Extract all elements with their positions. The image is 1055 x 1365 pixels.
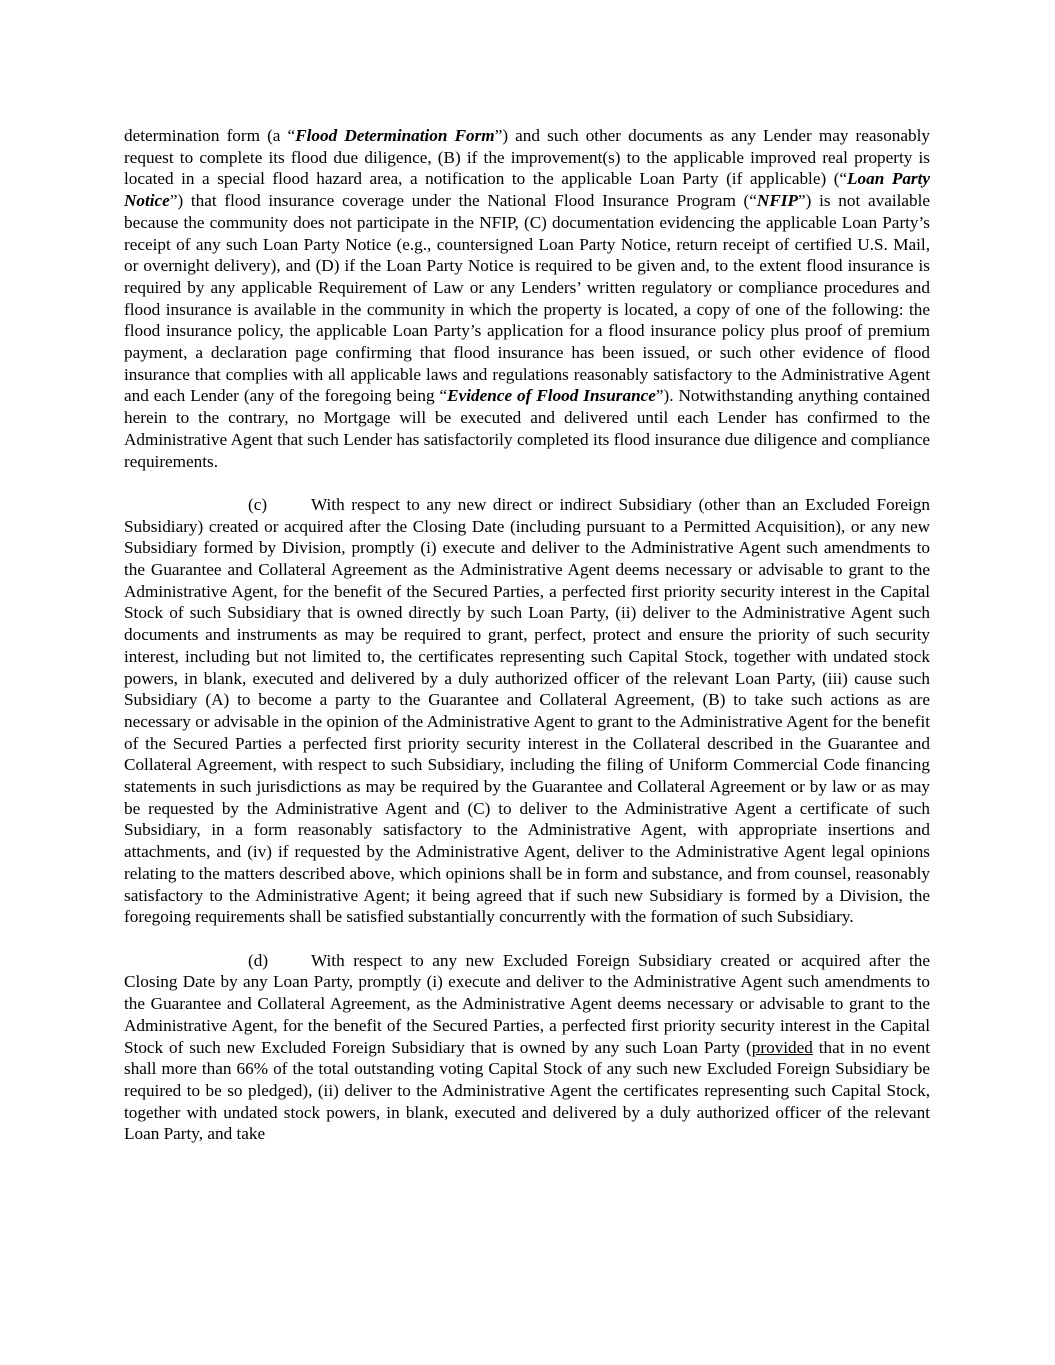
- document-page: [124, 125, 930, 1167]
- text-run: ”) that flood insurance coverage under the National Flood Insurance Program (“: [169, 191, 757, 211]
- text-run: ”) and such other documents as any Lender may reasonably request to complete its flood due diligence, (B) if the improvement(s) to the applicable improved real property is located in a special flood hazard area, a notification to the applicable Loan Party (if applicable) (“: [124, 126, 930, 189]
- paragraph-c-text: With respect to any new direct or indirect Subsidiary (other than an Excluded Foreign Subsidiary) created or acquired after the Closing Date (including pursuant to a Permitted Acquisition), or any new Subsidiary formed by Division, promptly (i) execute and deliver to the Administrative Agent such amendments to the Guarantee and Collateral Agreement as the Administrative Agent deems necessary or advisable to grant to the Administrative Agent, for the benefit of the Secured Parties, a perfected first priority security interest in the Capital Stock of such Subsidiary that is owned directly by such Loan Party, (ii) deliver to the Administrative Agent such documents and instruments as may be required to grant, perfect, protect and ensure the priority of such security interest, including but not limited to, the certificates representing such Capital Stock, together with undated stock powers, in blank, executed and delivered by a duly authorized officer of the relevant Loan Party, (iii) cause such Subsidiary (A) to become a party to the Guarantee and Collateral Agreement, (B) to take such actions as are necessary or advisable in the opinion of the Administrative Agent to grant to the Administrative Agent for the benefit of the Secured Parties a perfected first priority security interest in the Collateral described in the Guarantee and Collateral Agreement, with respect to such Subsidiary, including the filing of Uniform Commercial Code financing statements in such jurisdictions as may be required by the Guarantee and Collateral Agreement or by law or as may be requested by the Administrative Agent and (C) to deliver to the Administrative Agent a certificate of such Subsidiary, in a form reasonably satisfactory to the Administrative Agent, with appropriate insertions and attachments, and (iv) if requested by the Administrative Agent, deliver to the Administrative Agent legal opinions relating to the matters described above, which opinions shall be in form and substance, and from counsel, reasonably satisfactory to the Administrative Agent; it being agreed that if such new Subsidiary is formed by a Division, the foregoing requirements shall be satisfied substantially concurrently with the formation of such Subsidiary.: [124, 494, 930, 927]
- defined-term-nfip: NFIP: [756, 191, 798, 211]
- paragraph-marker-d: (d): [248, 950, 269, 970]
- paragraph-d: [124, 950, 930, 1145]
- text-run: ”) is not available because the community does not participate in the NFIP, (C) documentation evidencing the applicable Loan Party’s receipt of any such Loan Party Notice (e.g., countersigned Loan Party Notice, return receipt of certified U.S. Mail, or overnight delivery), and (D) if the Loan Party Notice is required to be given and, to the extent flood insurance is required by any applicable Requirement of Law or any Lenders’ written regulatory or compliance procedures and flood insurance is available in the community in which the property is located, a copy of one of the following: the flood insurance policy, the applicable Loan Party’s application for a flood insurance policy plus proof of premium payment, a declaration page confirming that flood insurance has been issued, or such other evidence of flood insurance that complies with all applicable laws and regulations reasonably satisfactory to the Administrative Agent and each Lender (any of the foregoing being “: [124, 191, 930, 406]
- text-run: determination form (a “: [124, 126, 296, 145]
- text-run: ”). Notwithstanding anything contained herein to the contrary, no Mortgage will be executed and delivered until each Lender has confirmed to the Administrative Agent that such Lender has satisfactorily completed its flood insurance due diligence and compliance requirements.: [124, 386, 930, 471]
- paragraph-marker-c: (c): [248, 494, 268, 514]
- defined-term-flood-determination-form: Flood Determination Form: [295, 126, 495, 145]
- defined-term-evidence-of-flood-insurance: Evidence of Flood Insurance: [447, 386, 656, 406]
- text-run: that in no event shall more than 66% of the total outstanding voting Capital Stock of any such new Excluded Foreign Subsidiary be required to be so pledged), (ii) deliver to the Administrative Agent the certificates representing such Capital Stock, together with undated stock powers, in blank, executed and delivered by a duly authorized officer of the relevant Loan Party, and take: [124, 1037, 930, 1144]
- paragraph-c: [124, 494, 930, 928]
- text-run: With respect to any new Excluded Foreign Subsidiary created or acquired after the Closing Date by any Loan Party, promptly (i) execute and deliver to the Administrative Agent such amendments to the Guarantee and Collateral Agreement, as the Administrative Agent deems necessary or advisable to grant to the Administrative Agent, for the benefit of the Secured Parties, a perfected first priority security interest in the Capital Stock of such new Excluded Foreign Subsidiary that is owned by any such Loan Party (: [124, 950, 930, 1057]
- defined-term-loan-party-notice: Loan Party Notice: [124, 169, 930, 211]
- underlined-term-provided: provided: [751, 1037, 813, 1057]
- paragraph-b-continuation: [124, 125, 930, 472]
